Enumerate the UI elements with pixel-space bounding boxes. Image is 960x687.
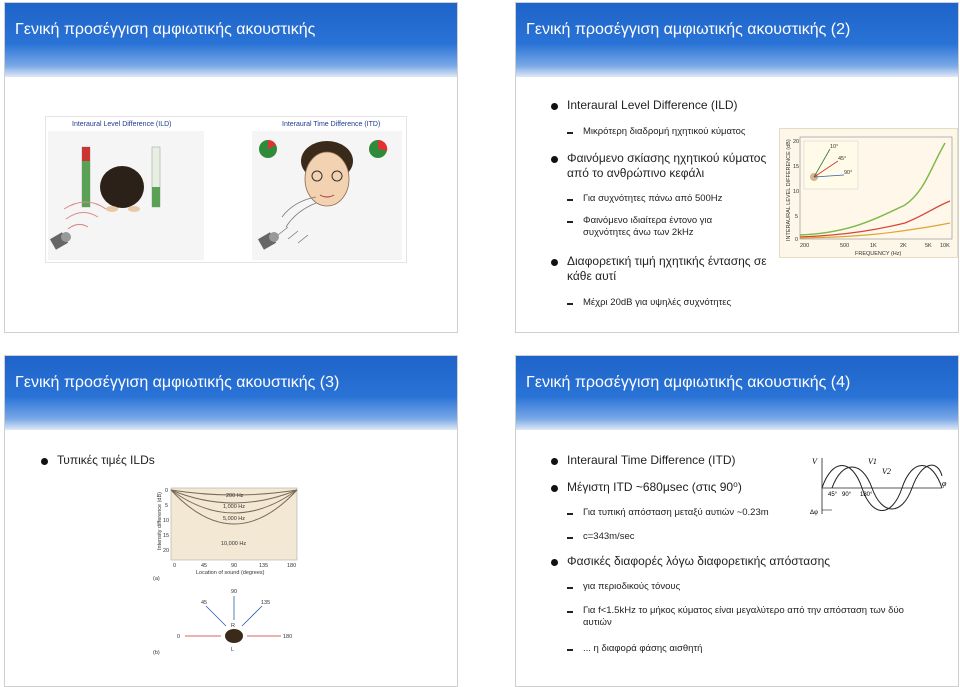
bullet-text: Interaural Level Difference (ILD) — [567, 98, 738, 112]
series-label: 1,000 Hz — [223, 504, 246, 510]
sub-above-500hz — [583, 193, 783, 205]
phi-label: φ — [942, 479, 947, 488]
sub-shorter-path — [583, 126, 783, 138]
sub-wavelength — [583, 605, 925, 629]
wave-v2-label: V2 — [882, 467, 891, 476]
ytick: 0 — [795, 237, 799, 243]
ild-chart-xticks — [800, 243, 950, 249]
slide-1 — [4, 2, 458, 333]
clock-left — [259, 140, 277, 158]
level-meter-right — [152, 147, 160, 207]
sub-above-2khz — [583, 215, 743, 239]
sub-up-to-20db — [583, 297, 803, 309]
sub-dash — [567, 611, 573, 613]
bullet-level-difference — [567, 254, 781, 284]
bullet-text: Φαινόμενο σκίασης ηχητικού κύματος από το ανθρώπινο κεφάλι — [567, 151, 767, 180]
sub-dash — [567, 513, 573, 515]
xtick: 500 — [840, 243, 850, 249]
bullet-typical-ilds — [57, 453, 257, 468]
ild-frequency-chart — [779, 128, 958, 258]
slide-1-title: Γενική προσέγγιση αμφιωτικής ακουστικής — [15, 21, 316, 38]
xtick: 0 — [173, 563, 177, 569]
angle-label: 90 — [231, 589, 238, 595]
ytick: 5 — [165, 503, 169, 509]
xtick: 180 — [287, 563, 297, 569]
sub-dash — [567, 587, 573, 589]
binaural-illustration — [46, 117, 406, 262]
sub-ear-distance — [583, 507, 803, 519]
sub-dash — [567, 303, 573, 305]
sub-dash — [567, 132, 573, 134]
xtick: 45 — [201, 563, 208, 569]
panel-a-label: (a) — [153, 576, 160, 582]
bullet-ild — [567, 98, 817, 113]
sub-dash — [567, 537, 573, 539]
sub-periodic-tones — [583, 581, 803, 593]
phase-tick: 45° — [828, 492, 838, 498]
xtick: 135 — [259, 563, 269, 569]
ild-inset — [804, 141, 858, 189]
bullet-dot — [551, 103, 558, 110]
bullet-phase-differences — [567, 554, 867, 569]
ild-location-svg — [151, 480, 303, 657]
sub-text: Για συχνότητες πάνω από 500Hz — [583, 193, 723, 204]
sub-text: Μικρότερη διαδρομή ηχητικού κύματος — [583, 126, 746, 137]
xtick: 2K — [900, 243, 907, 249]
bullet-text: Interaural Time Difference (ITD) — [567, 453, 736, 467]
sub-text: Για τυπική απόσταση μεταξύ αυτιών ~0.23m — [583, 507, 769, 518]
angle-label: 135 — [261, 600, 271, 606]
bullet-text: Τυπικές τιμές ILDs — [57, 453, 155, 467]
angle-label: 45° — [838, 156, 847, 162]
binaural-figure — [45, 116, 407, 263]
xtick: 5K — [925, 243, 932, 249]
bullet-max-itd — [567, 480, 787, 495]
ytick: 20 — [163, 548, 170, 554]
phase-tick: 90° — [842, 492, 852, 498]
source-direction-diagram — [177, 589, 292, 653]
ytick: 10 — [793, 189, 800, 195]
slide-2 — [515, 2, 959, 333]
sub-text: c=343m/sec — [583, 531, 635, 542]
ytick: 15 — [793, 164, 800, 170]
ild-location-ylabel: Intensity difference (dB) — [157, 492, 163, 550]
ild-location-xlabel: Location of sound (degrees) — [196, 570, 265, 576]
xtick: 1K — [870, 243, 877, 249]
wave-v-label: V — [812, 457, 817, 466]
ild-chart-svg — [780, 129, 957, 257]
ytick: 20 — [793, 139, 800, 145]
level-meter-left — [82, 147, 90, 207]
sub-text: Φαινόμενο ιδιαίτερα έντονο για συχνότητες άνω των 2kHz — [583, 215, 713, 238]
slide-4-title: Γενική προσέγγιση αμφιωτικής ακουστικής (4) — [526, 374, 851, 391]
ytick: 5 — [795, 214, 799, 220]
bullet-shadow — [567, 151, 781, 181]
sub-phase-audible — [583, 643, 803, 655]
slide-3-header — [5, 356, 457, 430]
ild-location-figure — [151, 480, 303, 657]
slide-2-title: Γενική προσέγγιση αμφιωτικής ακουστικής (2) — [526, 21, 851, 38]
phase-wave-svg — [808, 452, 952, 520]
phase-tick: 180° — [860, 492, 873, 498]
ild-chart-xlabel: FREQUENCY (Hz) — [855, 251, 902, 257]
series-label: 5,000 Hz — [223, 516, 246, 522]
bullet-text: Μέγιστη ITD ~680μsec (στις 90⁰) — [567, 480, 742, 494]
slide-1-header — [5, 3, 457, 77]
xtick: 90 — [231, 563, 238, 569]
bullet-text: Φασικές διαφορές λόγω διαφορετικής απόστασης — [567, 554, 831, 568]
sub-dash — [567, 199, 573, 201]
ild-chart-yticks — [793, 139, 799, 243]
series-label: 200 Hz — [226, 493, 244, 499]
sub-text: Για f<1.5kHz το μήκος κύματος είναι μεγαλύτερο από την απόσταση των δύο αυτιών — [583, 605, 904, 628]
sub-dash — [567, 649, 573, 651]
bullet-text: Διαφορετική τιμή ηχητικής έντασης σε κάθε αυτί — [567, 254, 767, 283]
slide-3-title: Γενική προσέγγιση αμφιωτικής ακουστικής (3) — [15, 374, 340, 391]
sub-text: για περιοδικούς τόνους — [583, 581, 681, 592]
sub-speed-of-sound — [583, 531, 803, 543]
angle-label: 45 — [201, 600, 208, 606]
bullet-itd — [567, 453, 787, 468]
delta-label: Δφ — [810, 510, 818, 516]
slide-2-header — [516, 3, 958, 77]
angle-label: 0 — [177, 634, 181, 640]
bullet-dot — [551, 156, 558, 163]
slide-4 — [515, 355, 959, 687]
ear-label: L — [231, 647, 235, 653]
sub-text: ... η διαφορά φάσης αισθητή — [583, 643, 703, 654]
sub-text: Μέχρι 20dB για υψηλές συχνότητες — [583, 297, 732, 308]
bullet-dot — [551, 559, 558, 566]
ild-chart-ylabel: INTERAURAL LEVEL DIFFERENCE (dB) — [786, 139, 792, 241]
phase-wave-figure — [808, 452, 952, 520]
bullet-dot — [41, 458, 48, 465]
ytick: 15 — [163, 533, 170, 539]
xtick: 10K — [940, 243, 950, 249]
angle-label: 10° — [830, 144, 839, 150]
ild-location-xticks — [173, 563, 296, 569]
bullet-dot — [551, 485, 558, 492]
ytick: 0 — [165, 488, 169, 494]
angle-label: 90° — [844, 170, 853, 176]
xtick: 200 — [800, 243, 810, 249]
bullet-dot — [551, 259, 558, 266]
ild-location-yticks — [163, 488, 169, 554]
ear-label: R — [231, 623, 235, 629]
slide-4-header — [516, 356, 958, 430]
itd-label: Interaural Time Difference (ITD) — [282, 121, 381, 128]
slide-3 — [4, 355, 458, 687]
series-label: 10,000 Hz — [221, 541, 247, 547]
sub-dash — [567, 221, 573, 223]
ytick: 10 — [163, 518, 170, 524]
angle-label: 180 — [283, 634, 293, 640]
panel-b-label: (b) — [153, 650, 160, 656]
bullet-dot — [551, 458, 558, 465]
wave-v1-label: V1 — [868, 457, 877, 466]
ild-label: Interaural Level Difference (ILD) — [72, 121, 172, 128]
